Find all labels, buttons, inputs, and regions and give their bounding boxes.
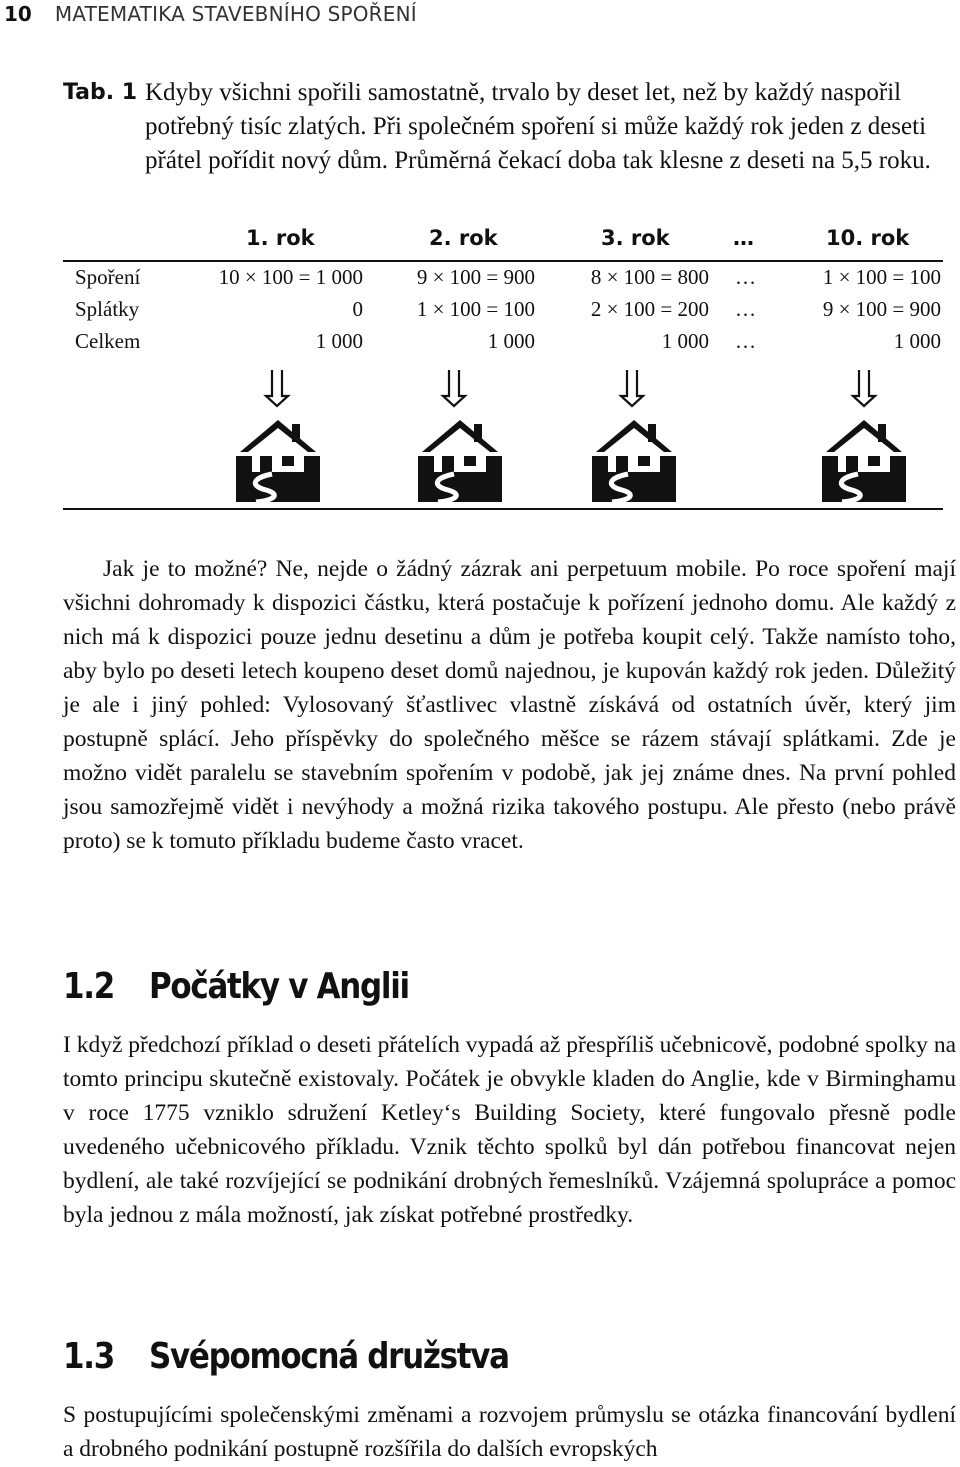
paragraph-text: I když předchozí příklad o deseti přátelích vypadá až přespříliš učebnicově, podobné spolky na tomto principu skutečně existovaly. Počátek je obvykle kladen do Anglie, kde v Birminghamu v roce 1775 vzniklo sdružení Ketley‘s Building Society, které fungovalo přesně podle uvedeného učebnicového příkladu. Vznik těchto spolků byl dán potřebou financovat nejen bydlení, ale také rozvíjející se podnikání drobných řemeslníků. Vzájemná spolupráce a pomoc byla jednou z mála možností, jak získat potřebné prostředky. [63, 1032, 956, 1228]
table-cell: 9 × 100 = 900 [822, 297, 941, 321]
table-cell: 1 000 [893, 329, 941, 353]
section-paragraph [63, 1398, 956, 1466]
table-cell: … [735, 265, 756, 289]
house-icon [592, 412, 676, 502]
house-icon [822, 412, 906, 502]
column-header: 2. rok [429, 226, 498, 250]
row-label: Splátky [75, 297, 140, 321]
down-arrow-icon [849, 368, 879, 408]
paragraph-text: Jak je to možné? Ne, nejde o žádný zázrak ani perpetuum mobile. Po roce spoření mají všichni dohromady k dispozici částku, která postačuje k pořízení jednoho domu. Ale každý z nich má k dispozici pouze jednu desetinu a dům je potřeba koupit celý. Takže namísto toho, aby bylo po deseti letech koupeno deset domů najednou, je kupován každý rok jeden. Důležitý je ale i jiný pohled: Vylosovaný šťastlivec vlastně získává od ostatních úvěr, který jim postupně splácí. Jeho příspěvky do společného měšce se rázem stávají splátkami. Zde je možno vidět paralelu se stavebním spořením v podobě, jak jej známe dnes. Na první pohled jsou samozřejmě vidět i nevýhody a možná rizika takového postupu. Ale přesto (nebo právě proto) se k tomuto příkladu budeme často vracet. [63, 556, 956, 854]
table-cell: 1 × 100 = 100 [416, 297, 535, 321]
down-arrow-icon [439, 368, 469, 408]
table-cell: 1 000 [487, 329, 535, 353]
table-label: Tab. 1 [63, 80, 138, 105]
down-arrow-icon [617, 368, 647, 408]
section-heading [63, 966, 409, 1007]
column-header: 3. rok [601, 226, 670, 250]
table-bottom-rule [63, 508, 943, 510]
table-cell: 9 × 100 = 900 [416, 265, 535, 289]
section-number: 1.3 [63, 1336, 114, 1377]
table-cell: 1 000 [315, 329, 363, 353]
row-label: Celkem [75, 329, 141, 353]
table-caption-text: Kdyby všichni spořili samostatně, trvalo by deset let, než by každý naspořil potřebný tisíc zlatých. Při společném spoření si může každý rok jeden z deseti přátel pořídit nový dům. Průměrná čekací doba tak klesne z deseti na 5,5 roku. [145, 79, 931, 174]
table-cell: 1 000 [661, 329, 709, 353]
page-number: 10 [4, 2, 32, 26]
table-cell: 10 × 100 = 1 000 [218, 265, 363, 289]
table-top-rule [63, 260, 943, 262]
table-cell: 2 × 100 = 200 [590, 297, 709, 321]
running-title: MATEMATIKA STAVEBNÍHO SPOŘENÍ [54, 2, 417, 26]
column-header: 10. rok [826, 226, 910, 250]
down-arrow-icon [262, 368, 292, 408]
paragraph-text: S postupujícími společenskými změnami a rozvojem průmyslu se otázka financování bydlení a drobného podnikání postupně rozšířila do dalších evropských [63, 1402, 956, 1462]
running-header [4, 2, 417, 27]
table-row [63, 329, 943, 361]
table-row [63, 265, 943, 297]
section-title: Svépomocná družstva [149, 1336, 509, 1377]
table-cell: 8 × 100 = 800 [590, 265, 709, 289]
column-header: … [733, 226, 754, 250]
house-icon [236, 412, 320, 502]
section-title: Počátky v Anglii [149, 966, 409, 1007]
table-caption [63, 76, 943, 178]
table-cell: 0 [352, 297, 363, 321]
column-header: 1. rok [246, 226, 315, 250]
section-number: 1.2 [63, 966, 114, 1007]
table-cell: 1 × 100 = 100 [822, 265, 941, 289]
table-cell: … [735, 329, 756, 353]
section-heading [63, 1336, 509, 1377]
body-paragraph [63, 552, 956, 858]
row-label: Spoření [75, 265, 141, 289]
table-cell: … [735, 297, 756, 321]
table-header-row [63, 226, 943, 260]
table-row [63, 297, 943, 329]
section-paragraph [63, 1028, 956, 1232]
house-icon [418, 412, 502, 502]
